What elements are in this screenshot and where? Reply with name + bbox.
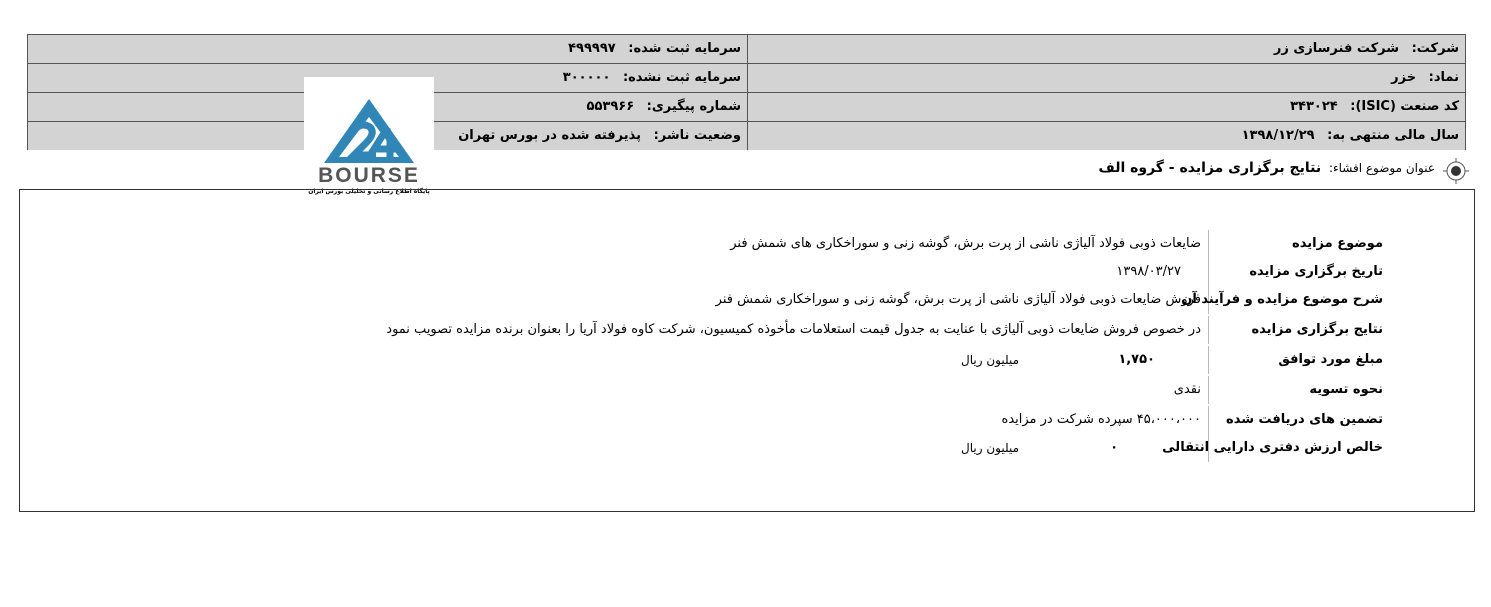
book-value-unit: میلیون ریال (961, 441, 1019, 455)
auction-details-panel (19, 189, 1475, 512)
settlement-label: نحوه تسویه (1208, 376, 1383, 404)
auction-date-label: تاریخ برگزاری مزایده (1208, 258, 1383, 286)
fiscal-year-label: سال مالی منتهی به: (1327, 128, 1459, 143)
registered-capital-value: ۴۹۹۹۹۷ (568, 41, 616, 56)
publisher-status-value: پذیرفته شده در بورس تهران (458, 128, 642, 143)
company-value: شرکت فنرسازی زر (1273, 41, 1400, 56)
results-value: در خصوص فروش ضایعات ذوبی آلیاژی با عنایت به جدول قیمت استعلامات مأخوذه کمیسیون، شرکت کاوه فولاد آریا را بعنوان برنده مزایده تصویب نمود (386, 322, 1201, 337)
company-label: شرکت: (1411, 41, 1459, 56)
auction-subject-label: موضوع مزایده (1208, 230, 1383, 258)
auction-subject-value: ضایعات ذوبی فولاد آلیاژی ناشی از پرت برش، گوشه زنی و سوراخکاری های شمش فنر (730, 236, 1201, 251)
header-row (28, 122, 1465, 150)
symbol-cell (747, 64, 1465, 92)
disclosure-subject-label: عنوان موضوع افشاء: (1328, 161, 1435, 175)
logo-tagline-text: پایگاه اطلاع رسانی و تحلیلی بورس ایران (308, 188, 430, 195)
company-info-header (27, 34, 1466, 150)
disclosure-subject-value: نتایج برگزاری مزایده - گروه الف (1098, 160, 1322, 176)
auction-date-value: ۱۳۹۸/۰۳/۲۷ (1116, 264, 1181, 279)
agreed-amount-unit: میلیون ریال (961, 353, 1019, 367)
disclosure-subject (1099, 160, 1435, 176)
disclosure-title-bar (369, 156, 1469, 186)
isic-cell (747, 93, 1465, 121)
agreed-amount-label: مبلغ مورد توافق (1208, 346, 1383, 374)
guarantees-value: ۴۵،۰۰۰،۰۰۰ سپرده شرکت در مزایده (1001, 412, 1201, 427)
book-value-value: ۰ (1110, 440, 1118, 455)
logo-brand-text: BOURSE (318, 164, 420, 187)
header-row (28, 64, 1465, 93)
settlement-value: نقدی (1173, 382, 1201, 397)
header-row (28, 35, 1465, 64)
guarantees-label: تضمین های دریافت شده (1208, 406, 1383, 434)
tracking-value: ۵۵۳۹۶۶ (586, 99, 635, 114)
symbol-value: خزر (1391, 70, 1417, 85)
company-cell (747, 35, 1465, 63)
description-label: شرح موضوع مزایده و فرآیند آن (1208, 286, 1383, 314)
unregistered-capital-value: ۳۰۰۰۰۰ (562, 70, 611, 85)
fiscal-year-cell (747, 122, 1465, 150)
description-value: فروش ضایعات ذوبی فولاد آلیاژی ناشی از پرت برش، گوشه زنی و سوراخکاری شمش فنر (715, 292, 1201, 307)
target-bullet-icon (1443, 158, 1469, 184)
book-value-label: خالص ارزش دفتری دارایی انتقالی (1208, 434, 1383, 462)
symbol-label: نماد: (1428, 70, 1459, 85)
agreed-amount-value: ۱,۷۵۰ (1118, 352, 1155, 367)
header-row (28, 93, 1465, 122)
registered-capital-label: سرمایه ثبت شده: (628, 41, 741, 56)
unregistered-capital-label: سرمایه ثبت نشده: (622, 70, 741, 85)
results-label: نتایج برگزاری مزایده (1208, 316, 1383, 344)
isic-value: ۳۴۳۰۲۴ (1290, 99, 1338, 114)
fiscal-year-value: ۱۳۹۸/۱۲/۲۹ (1241, 128, 1315, 143)
registered-capital-cell (28, 35, 748, 63)
publisher-status-label: وضعیت ناشر: (653, 128, 741, 143)
isic-label: کد صنعت (ISIC): (1350, 99, 1459, 114)
tracking-label: شماره پیگیری: (646, 99, 741, 114)
